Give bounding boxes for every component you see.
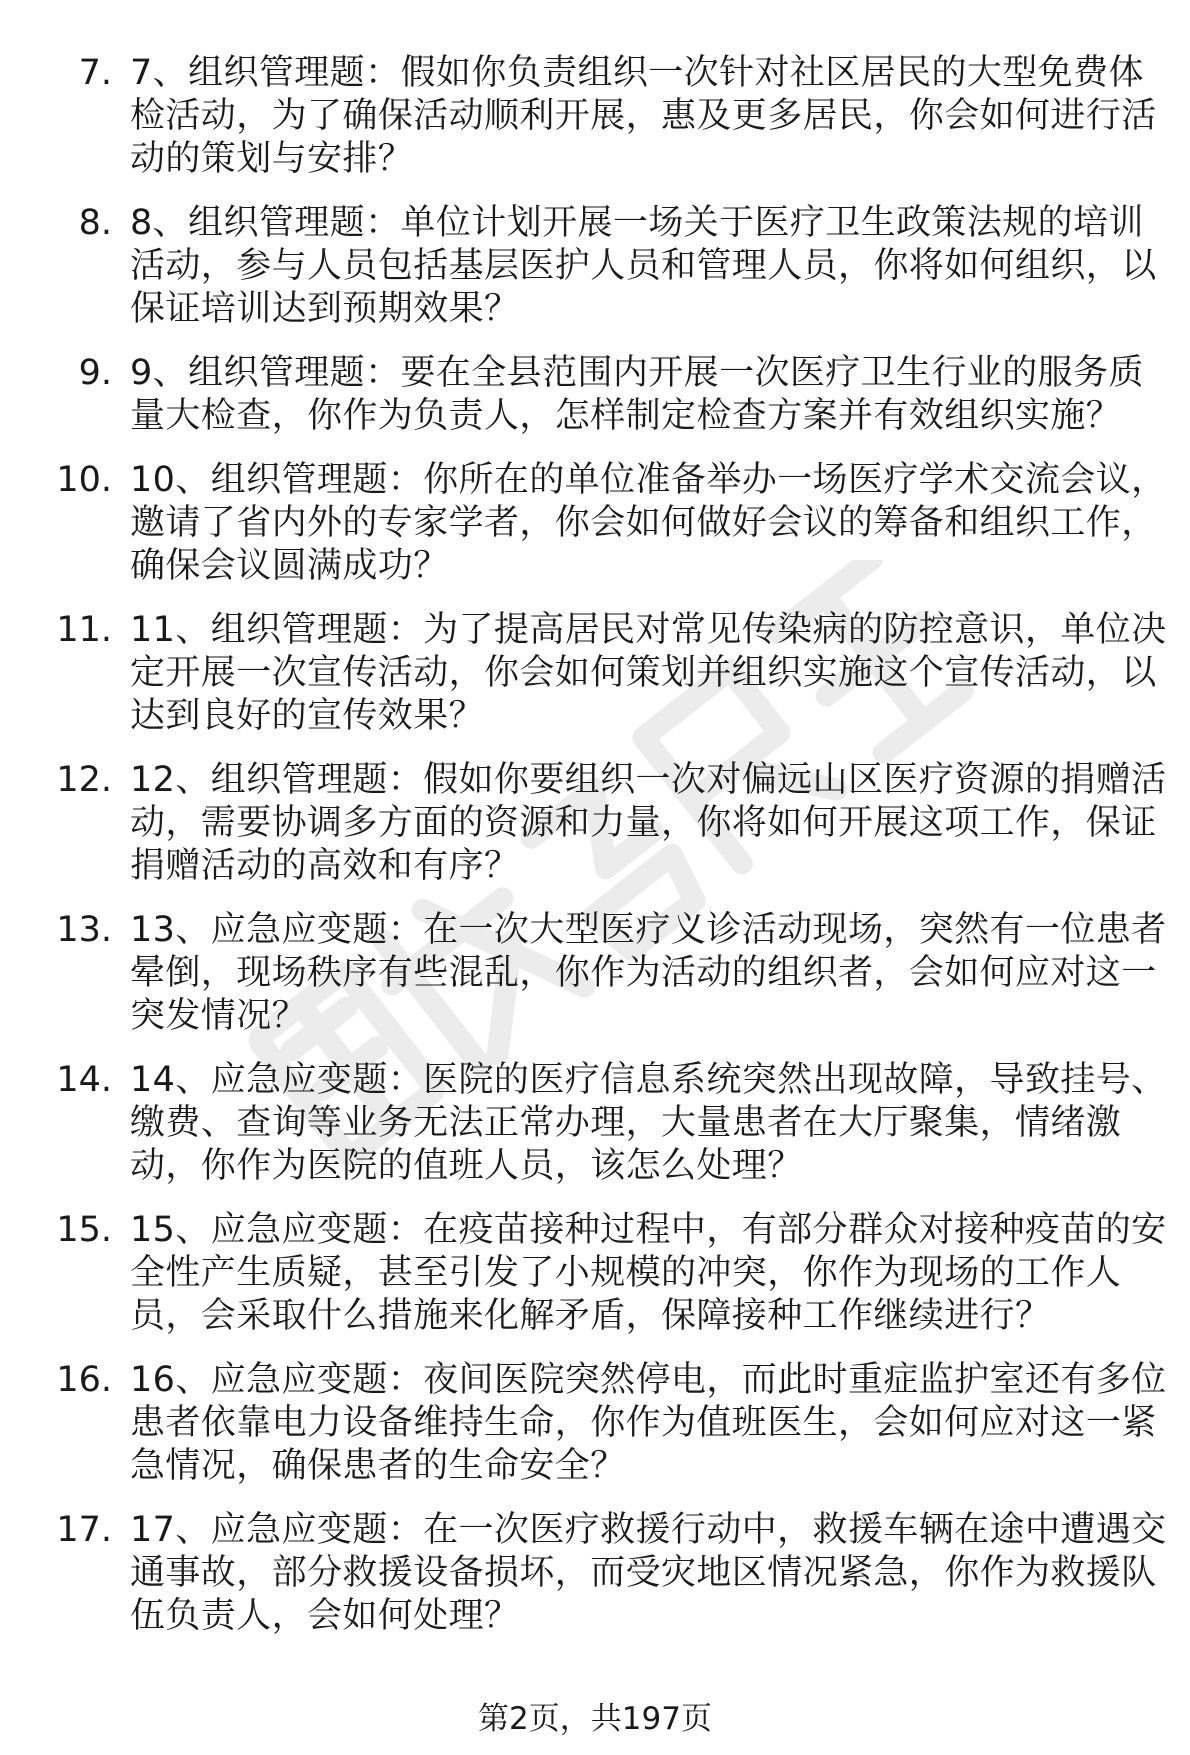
question-text: 12、组织管理题：假如你要组织一次对偏远山区医疗资源的捐赠活动，需要协调多方面的资源和力量，你将如何开展这项工作，保证捐赠活动的高效和有序？ [130,760,1167,886]
question-text: 11、组织管理题：为了提高居民对常见传染病的防控意识，单位决定开展一次宣传活动，你会如何策划并组织实施这个宣传活动，以达到良好的宣传效果？ [130,610,1167,736]
question-text: 8、组织管理题：单位计划开展一场关于医疗卫生政策法规的培训活动，参与人员包括基层医护人员和管理人员，你将如何组织，以保证培训达到预期效果？ [130,203,1157,329]
question-number: 17. [56,1510,112,1550]
question-number: 9. [78,353,112,393]
question-item [0,352,1190,438]
question-item [0,609,1190,738]
question-number: 7. [78,53,112,93]
question-list [0,52,1190,1659]
question-item [0,909,1190,1038]
question-text: 17、应急应变题：在一次医疗救援行动中，救援车辆在途中遭遇交通事故，部分救援设备损坏，而受灾地区情况紧急，你作为救援队伍负责人，会如何处理？ [130,1510,1167,1636]
question-text: 15、应急应变题：在疫苗接种过程中，有部分群众对接种疫苗的安全性产生质疑，甚至引发了小规模的冲突，你作为现场的工作人员，会采取什么措施来化解矛盾，保障接种工作继续进行？ [130,1210,1167,1336]
question-item [0,759,1190,888]
question-item [0,1059,1190,1188]
question-number: 8. [78,203,112,243]
question-number: 13. [56,910,112,950]
question-text: 16、应急应变题：夜间医院突然停电，而此时重症监护室还有多位患者依靠电力设备维持生命，你作为值班医生，会如何应对这一紧急情况，确保患者的生命安全？ [130,1360,1167,1486]
page-number-footer: 第2页，共197页 [478,1701,712,1737]
question-number: 16. [56,1360,112,1400]
question-text: 10、组织管理题：你所在的单位准备举办一场医疗学术交流会议，邀请了省内外的专家学者，你会如何做好会议的筹备和组织工作，确保会议圆满成功？ [130,460,1167,586]
question-text: 9、组织管理题：要在全县范围内开展一次医疗卫生行业的服务质量大检查，你作为负责人，怎样制定检查方案并有效组织实施？ [130,353,1144,436]
question-number: 10. [56,460,112,500]
question-number: 11. [56,610,112,650]
question-item [0,1209,1190,1338]
question-number: 15. [56,1210,112,1250]
question-text: 13、应急应变题：在一次大型医疗义诊活动现场，突然有一位患者晕倒，现场秩序有些混乱，你作为活动的组织者，会如何应对这一突发情况？ [130,910,1167,1036]
question-number: 14. [56,1060,112,1100]
question-item [0,52,1190,181]
question-item [0,1509,1190,1638]
question-number: 12. [56,760,112,800]
question-text: 14、应急应变题：医院的医疗信息系统突然出现故障，导致挂号、缴费、查询等业务无法正常办理，大量患者在大厅聚集，情绪激动，你作为医院的值班人员，该怎么处理？ [130,1060,1167,1186]
question-item [0,459,1190,588]
question-item [0,202,1190,331]
question-item [0,1359,1190,1488]
question-text: 7、组织管理题：假如你负责组织一次针对社区居民的大型免费体检活动，为了确保活动顺利开展，惠及更多居民，你会如何进行活动的策划与安排？ [130,53,1157,179]
